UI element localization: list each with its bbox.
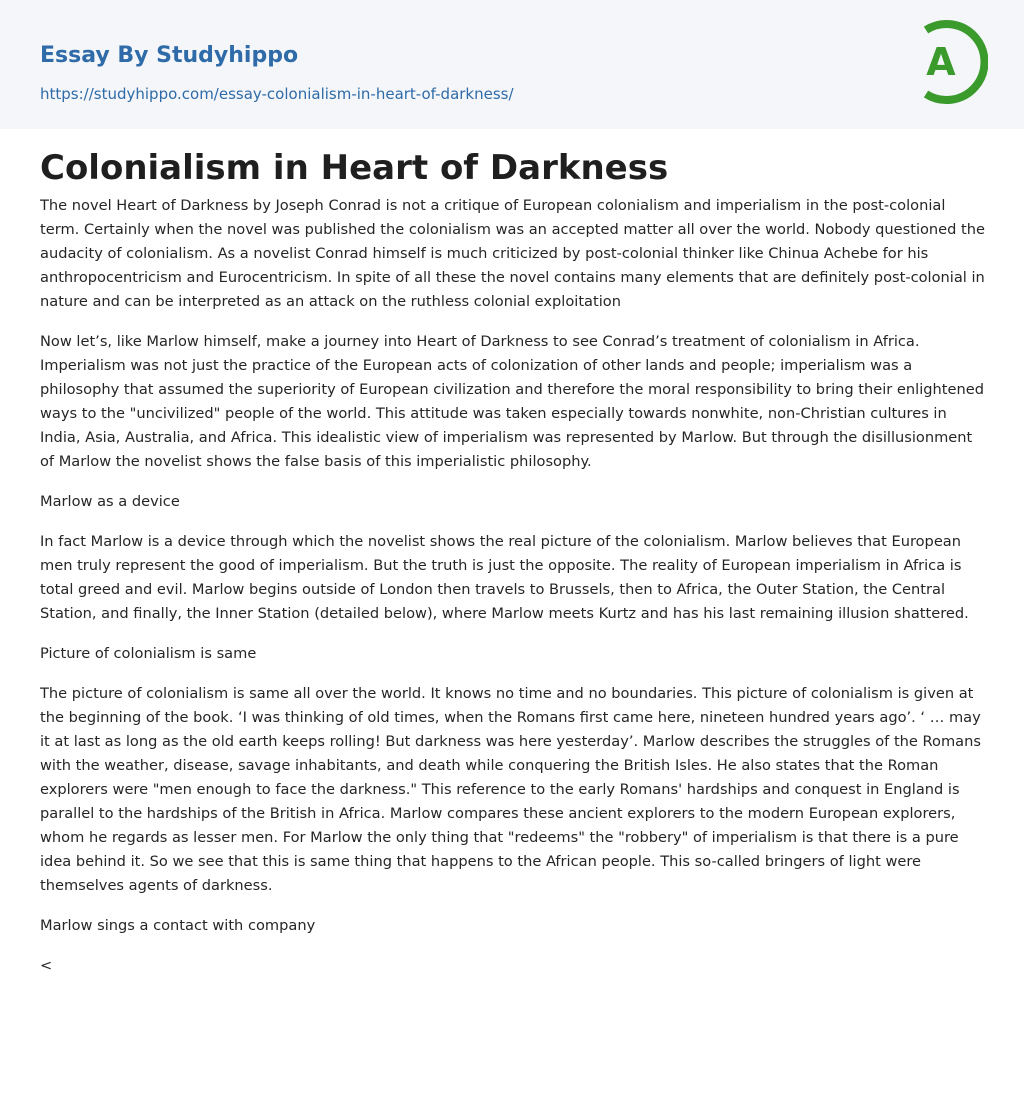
paragraph: The picture of colonialism is same all over the world. It knows no time and no boundaries. This picture of colonialism is given at the beginning of the book. ‘I was thinking of old times, when the Romans first came here, nineteen hundred years ago’. ‘ … may it at last as long as the old earth keeps rolling! But darkness was here yesterday’. Marlow describes the struggles of the Romans with the weather, disease, savage inhabitants, and death while conquering the British Isles. He also states that the Roman explorers were "men enough to face the darkness." This reference to the early Romans' hardships and conquest in England is parallel to the hardships of the British in Africa. Marlow compares these ancient explorers to the modern European explorers, whom he regards as lesser men. For Marlow the only thing that "redeems" the "robbery" of imperialism is that there is a pure idea behind it. So we see that this is same thing that happens to the African people. This so-called bringers of light were themselves agents of darkness.	[40, 685, 981, 894]
truncation-marker: <	[40, 957, 53, 974]
logo-letter: A	[926, 40, 956, 84]
studyhippo-logo-icon[interactable]	[912, 18, 988, 106]
paragraph: Now let’s, like Marlow himself, make a journey into Heart of Darkness to see Conrad’s treatment of colonialism in Africa. Imperialism was not just the practice of the European acts of colonization of other lands and people; imperialism was a philosophy that assumed the superiority of European civilization and therefore the moral responsibility to bring their enlightened ways to the "uncivilized" people of the world. This attitude was taken especially towards nonwhite, non-Christian cultures in India, Asia, Australia, and Africa. This idealistic view of imperialism was represented by Marlow. But through the disillusionment of Marlow the novelist shows the false basis of this imperialistic philosophy.	[40, 333, 984, 470]
site-title[interactable]: Essay By Studyhippo	[40, 43, 299, 68]
paragraph: In fact Marlow is a device through which the novelist shows the real picture of the colonialism. Marlow believes that European men truly represent the good of imperialism. But the truth is just the opposite. The reality of European imperialism in Africa is total greed and evil. Marlow begins outside of London then travels to Brussels, then to Africa, the Outer Station, the Central Station, and finally, the Inner Station (detailed below), where Marlow meets Kurtz and has his last remaining illusion shattered.	[40, 533, 969, 622]
paragraph: The novel Heart of Darkness by Joseph Conrad is not a critique of European colonialism and imperialism in the post-colonial term. Certainly when the novel was published the colonialism was an accepted matter all over the world. Nobody questioned the audacity of colonialism. As a novelist Conrad himself is much criticized by post-colonial thinker like Chinua Achebe for his anthropocentricism and Eurocentricism. In spite of all these the novel contains many elements that are definitely post-colonial in nature and can be interpreted as an attack on the ruthless colonial exploitation	[40, 197, 986, 310]
article-body	[40, 194, 985, 994]
section-subheading: Marlow sings a contact with company	[40, 917, 316, 934]
essay-url-link[interactable]: https://studyhippo.com/essay-colonialism-in-heart-of-darkness/	[40, 85, 514, 103]
section-subheading: Picture of colonialism is same	[40, 645, 257, 662]
section-subheading: Marlow as a device	[40, 493, 180, 510]
page-title: Colonialism in Heart of Darkness	[40, 148, 669, 188]
